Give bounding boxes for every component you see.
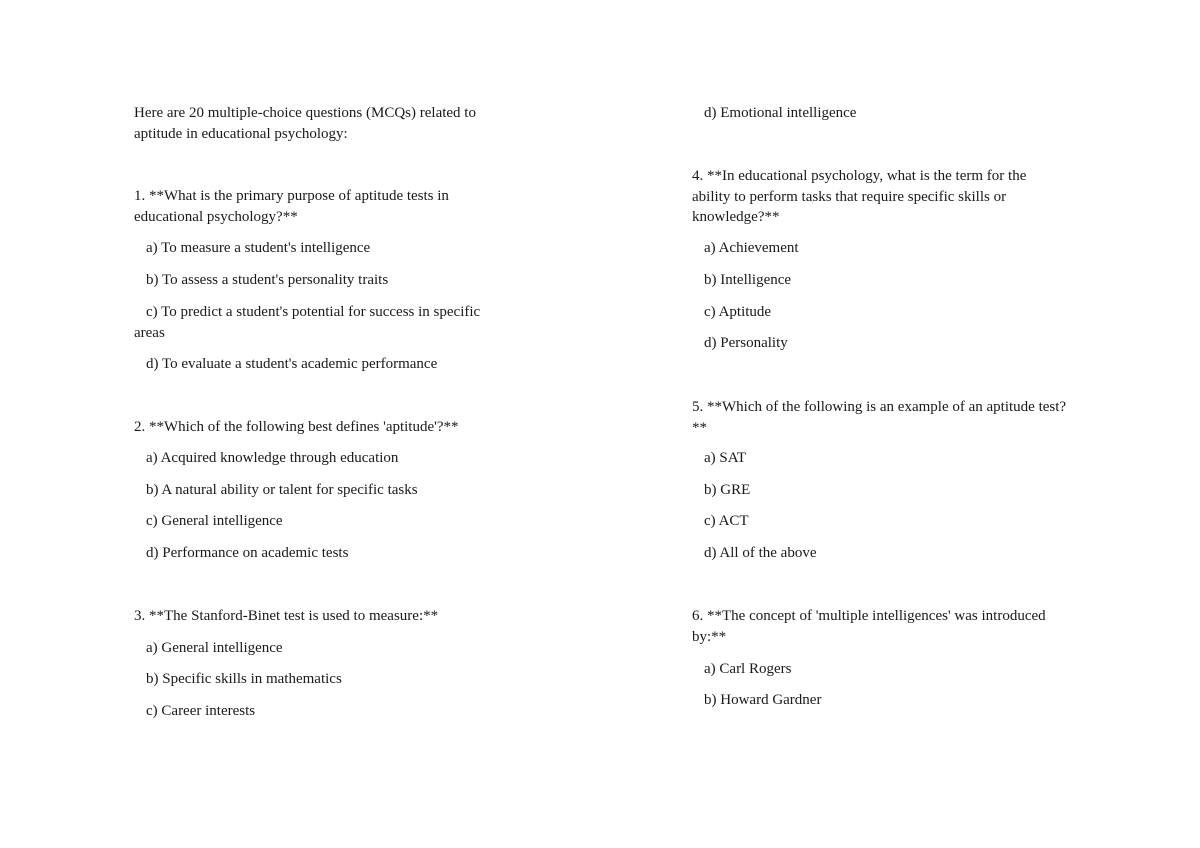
question-1-text-line-1: 1. **What is the primary purpose of aptitude tests in: [134, 188, 449, 204]
question-1-text-line-2: educational psychology?**: [134, 209, 298, 225]
question-4-option-a: a) Achievement: [704, 240, 799, 256]
question-1-option-d: d) To evaluate a student's academic performance: [146, 356, 438, 372]
intro-text-line-2: aptitude in educational psychology:: [134, 126, 348, 142]
question-1-option-c: c) To predict a student's potential for success in specific: [146, 304, 481, 320]
question-2-option-b: b) A natural ability or talent for specific tasks: [146, 482, 418, 498]
question-3-option-b: b) Specific skills in mathematics: [146, 671, 342, 687]
question-5-text-line-2: **: [692, 420, 707, 436]
question-5-text-line-1: 5. **Which of the following is an example of an aptitude test?: [692, 399, 1067, 415]
question-3-option-a: a) General intelligence: [146, 640, 283, 656]
question-1-option-b: b) To assess a student's personality traits: [146, 272, 389, 288]
question-4-option-b: b) Intelligence: [704, 272, 792, 288]
question-3-option-c: c) Career interests: [146, 703, 256, 719]
question-2-text: 2. **Which of the following best defines 'aptitude'?**: [134, 419, 459, 435]
question-5-option-d: d) All of the above: [704, 545, 817, 561]
question-1-option-a: a) To measure a student's intelligence: [146, 240, 371, 256]
question-5-option-b: b) GRE: [704, 482, 751, 498]
question-3-option-d: d) Emotional intelligence: [704, 105, 857, 121]
question-6-text-line-2: by:**: [692, 629, 727, 645]
question-2-option-c: c) General intelligence: [146, 513, 283, 529]
question-4-option-c: c) Aptitude: [704, 304, 772, 320]
question-6-option-a: a) Carl Rogers: [704, 661, 792, 677]
question-6-text-line-1: 6. **The concept of 'multiple intelligences' was introduced: [692, 608, 1046, 624]
question-2-option-d: d) Performance on academic tests: [146, 545, 349, 561]
question-2-option-a: a) Acquired knowledge through education: [146, 450, 399, 466]
question-1-option-c-continued: areas: [134, 325, 165, 341]
intro-text-line-1: Here are 20 multiple-choice questions (MCQs) related to: [134, 105, 476, 121]
question-3-text: 3. **The Stanford-Binet test is used to measure:**: [134, 608, 439, 624]
question-4-text-line-1: 4. **In educational psychology, what is the term for the: [692, 168, 1027, 184]
question-4-text-line-3: knowledge?**: [692, 209, 780, 225]
question-6-option-b: b) Howard Gardner: [704, 692, 822, 708]
question-5-option-a: a) SAT: [704, 450, 747, 466]
question-4-text-line-2: ability to perform tasks that require specific skills or: [692, 189, 1007, 205]
question-4-option-d: d) Personality: [704, 335, 788, 351]
question-5-option-c: c) ACT: [704, 513, 749, 529]
